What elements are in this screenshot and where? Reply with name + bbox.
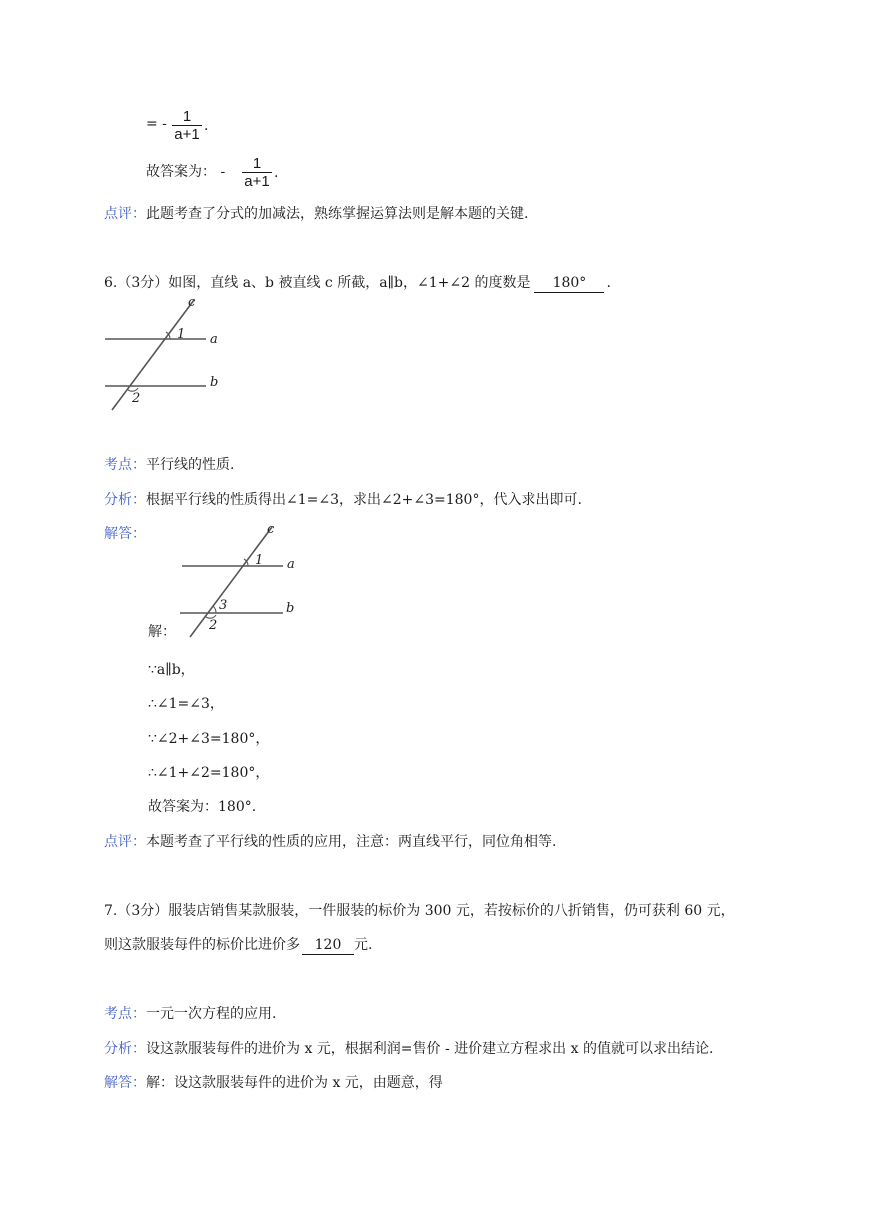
sol-label-angle-2: 2 [209,618,218,633]
sol-label-angle-1: 1 [255,553,264,568]
step-1: ∵a∥b， [148,662,195,678]
question-6-figure [100,292,230,414]
fenxi-text: 根据平行线的性质得出∠1=∠3，求出∠2+∠3=180°，代入求出即可. [146,492,582,508]
comment-label: 点评： [104,206,146,222]
label-a: a [210,332,218,347]
q7-fenxi-label: 分析： [104,1041,146,1057]
fenxi-line [104,490,582,510]
q7-jieda-line [104,1073,443,1093]
q7-kaodian-line [104,1004,276,1024]
sol-label-angle-3: 3 [219,598,228,613]
kaodian-line [104,455,234,475]
sol-label-c: c [267,522,275,537]
line-c [112,300,194,410]
kaodian-label: 考点： [104,457,146,473]
question-7-stem-line1: 7.（3分）服装店销售某款服装，一件服装的标价为 300 元，若按标价的八折销售，仍可获利 60 元， [104,903,735,919]
sol-angle-3-arc [213,606,216,613]
q7-kaodian-text: 一元一次方程的应用. [146,1006,277,1022]
pingdian-text: 本题考查了平行线的性质的应用，注意：两直线平行，同位角相等. [146,834,557,850]
question-7-text: 则这款服装每件的标价比进价多 [104,937,300,953]
label-angle-1: 1 [177,327,186,342]
q7-jieda-label: 解答： [104,1075,146,1091]
question-6-text: 6.（3分）如图，直线 a、b 被直线 c 所截，a∥b，∠1+∠2 的度数是 [104,275,531,291]
question-6-stem [104,273,611,293]
sol-line-c [190,527,272,637]
fenxi-label: 分析： [104,492,146,508]
kaodian-text: 平行线的性质. [146,457,235,473]
question-6-answer-blank: 180° [534,274,604,293]
q7-fenxi-text: 设这款服装每件的进价为 x 元，根据利润=售价 - 进价建立方程求出 x 的值就可以求出结论. [146,1041,714,1057]
sol-label-a: a [287,557,295,572]
step-4: ∴∠1+∠2=180°， [148,765,270,781]
step-3: ∵∠2+∠3=180°， [148,731,270,747]
label-b: b [210,375,219,390]
comment-text: 此题考查了分式的加减法，熟练掌握运算法则是解本题的关键. [146,206,529,222]
fraction-numerator: 1 [182,108,192,125]
step-2: ∴∠1=∠3， [148,696,224,712]
answer-prefix: 故答案为： - [146,164,226,180]
answer-period: . [274,165,279,181]
question-7-stem-end: 元. [354,937,373,953]
step-5: 故答案为：180°. [148,799,257,815]
jieda-label: 解答： [104,526,146,542]
label-c: c [188,295,196,310]
q7-fenxi-line [104,1039,713,1059]
sol-label-b: b [286,601,295,616]
equation-prefix: = - [146,116,167,132]
comment-line [104,204,528,224]
answer-fraction-numerator: 1 [252,155,262,172]
fraction [172,108,202,143]
fraction-denominator: a+1 [174,126,200,143]
q7-jieda-text: 解：设这款服装每件的进价为 x 元，由题意，得 [146,1075,443,1091]
question-7-stem-line2 [104,935,372,955]
solution-figure [176,519,306,641]
answer-fraction [242,155,272,190]
question-6-stem-end: . [606,275,611,291]
pingdian-line [104,832,556,852]
answer-fraction-denominator: a+1 [244,173,270,190]
label-angle-2: 2 [132,391,141,406]
q7-kaodian-label: 考点： [104,1006,146,1022]
equation-period: . [204,118,209,134]
solution-jie: 解： [148,624,176,640]
question-7-answer-blank: 120 [302,936,354,955]
pingdian-label: 点评： [104,834,146,850]
